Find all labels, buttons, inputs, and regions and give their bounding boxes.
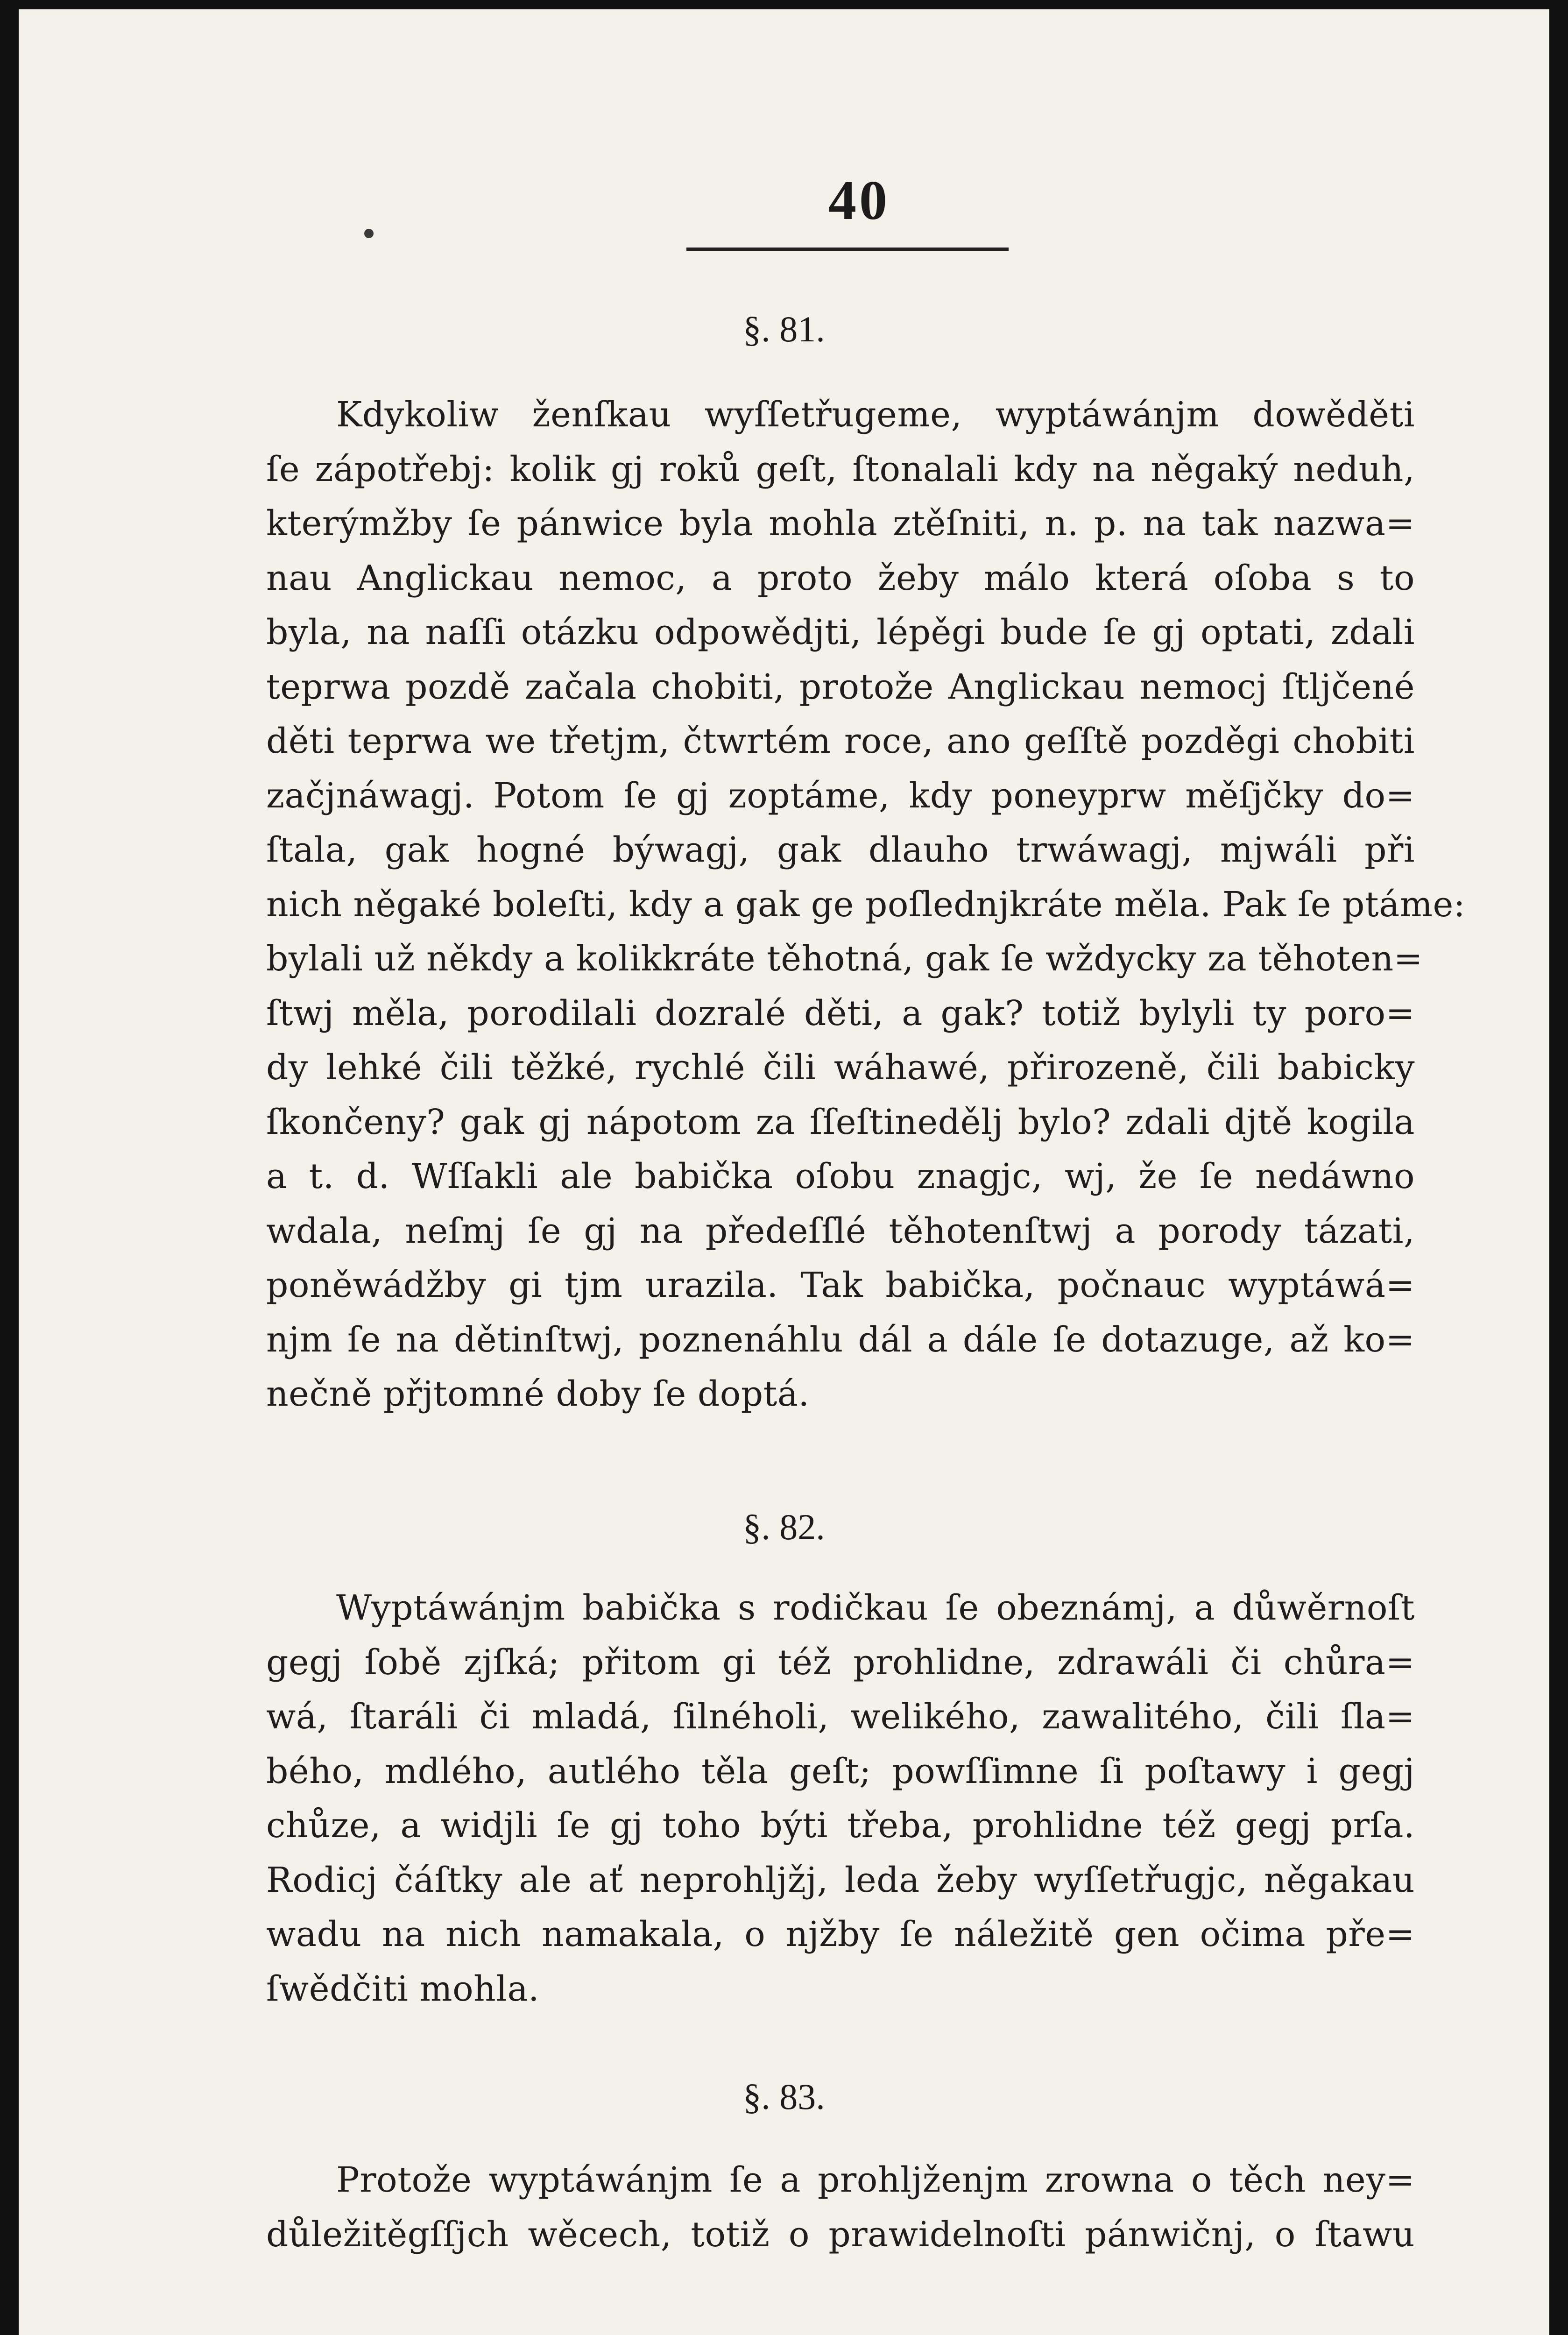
text-line: teprwa pozdě začala chobiti, protože Anglickau nemocj ſtljčené (266, 666, 1415, 707)
text-line: a t. d. Wſſakli ale babička oſobu znagjc, wj, že ſe nedáwno (266, 1156, 1415, 1196)
text-line: wá, ſtaráli či mladá, ſilnéholi, welikého, zawalitého, čili ſla= (266, 1697, 1415, 1737)
page-number: 40 (828, 169, 890, 231)
text-line: důležitěgſſjch wěcech, totiž o prawidelnoſti pánwičnj, o ſtawu (266, 2214, 1415, 2255)
header-rule (686, 248, 1009, 251)
text-line: Protože wyptáwánjm ſe a prohljženjm zrowna o těch ney= (336, 2160, 1415, 2200)
text-line: njm ſe na dětinſtwj, poznenáhlu dál a dále ſe dotazuge, až ko= (266, 1319, 1415, 1360)
text-line: nečně přjtomné doby ſe doptá. (266, 1374, 810, 1414)
text-line: chůze, a widjli ſe gj toho býti třeba, prohlidne též gegj prſa. (266, 1805, 1415, 1846)
section-81-paragraph (266, 388, 1466, 1422)
text-line: wdala, neſmj ſe gj na předeſſlé těhotenſtwj a porody tázati, (266, 1210, 1415, 1251)
text-line: nich něgaké boleſti, kdy a gak ge poſlednjkráte měla. Pak ſe ptáme: (266, 884, 1466, 925)
text-line: začjnáwagj. Potom ſe gj zoptáme, kdy poneyprw měſjčky do= (266, 775, 1415, 816)
text-line: byla, na naſſi otázku odpowědjti, lépěgi bude ſe gj optati, zdali (266, 612, 1415, 652)
text-line: ſkončeny? gak gj nápotom za ſſeſtinedělj bylo? zdali djtě kogila (266, 1102, 1415, 1142)
text-line: ſtala, gak hogné býwagj, gak dlauho trwáwagj, mjwáli při (266, 830, 1415, 870)
text-line: ſwědčiti mohla. (266, 1968, 540, 2009)
text-line: Wyptáwánjm babička s rodičkau ſe obeznámj, a důwěrnoſt (336, 1588, 1415, 1628)
text-line: nau Anglickau nemoc, a proto žeby málo která oſoba s to (266, 558, 1415, 598)
text-line: wadu na nich namakala, o njžby ſe náležitě gen očima pře= (266, 1914, 1415, 1954)
text-line: ſtwj měla, porodilali dozralé děti, a gak? totiž bylyli ty poro= (266, 993, 1415, 1033)
text-line: gegj ſobě zjſká; přitom gi též prohlidne, zdrawáli či chůra= (266, 1642, 1415, 1683)
section-81-heading: §. 81. (743, 309, 825, 349)
text-line: dy lehké čili těžké, rychlé čili wáhawé, přirozeně, čili babicky (266, 1047, 1415, 1088)
text-line: Rodicj čáſtky ale ať neprohljžj, leda žeby wyſſetřugjc, něgakau (266, 1860, 1415, 1900)
section-82-paragraph (266, 1581, 1415, 2016)
text-line: ſe zápotřebj: kolik gj roků geſt, ſtonalali kdy na něgaký neduh, (266, 449, 1415, 489)
text-line: děti teprwa we třetjm, čtwrtém roce, ano geſſtě pozděgi chobiti (266, 721, 1415, 761)
book-page (19, 9, 1549, 2335)
text-line: Kdykoliw ženſkau wyſſetřugeme, wyptáwánjm dowěděti (336, 395, 1415, 435)
section-83-heading: §. 83. (743, 2076, 825, 2117)
text-line: bého, mdlého, autlého těla geſt; powſſimne ſi poſtawy i gegj (266, 1751, 1415, 1791)
section-83-paragraph (266, 2153, 1415, 2262)
text-line: bylali už někdy a kolikkráte těhotná, gak ſe wždycky za těhoten= (266, 939, 1423, 979)
text-line: poněwádžby gi tjm urazila. Tak babička, počnauc wyptáwá= (266, 1265, 1415, 1305)
text-line: kterýmžby ſe pánwice byla mohla ztěſniti, n. p. na tak nazwa= (266, 503, 1415, 544)
ink-speck (364, 229, 374, 238)
section-82-heading: §. 82. (743, 1507, 825, 1547)
